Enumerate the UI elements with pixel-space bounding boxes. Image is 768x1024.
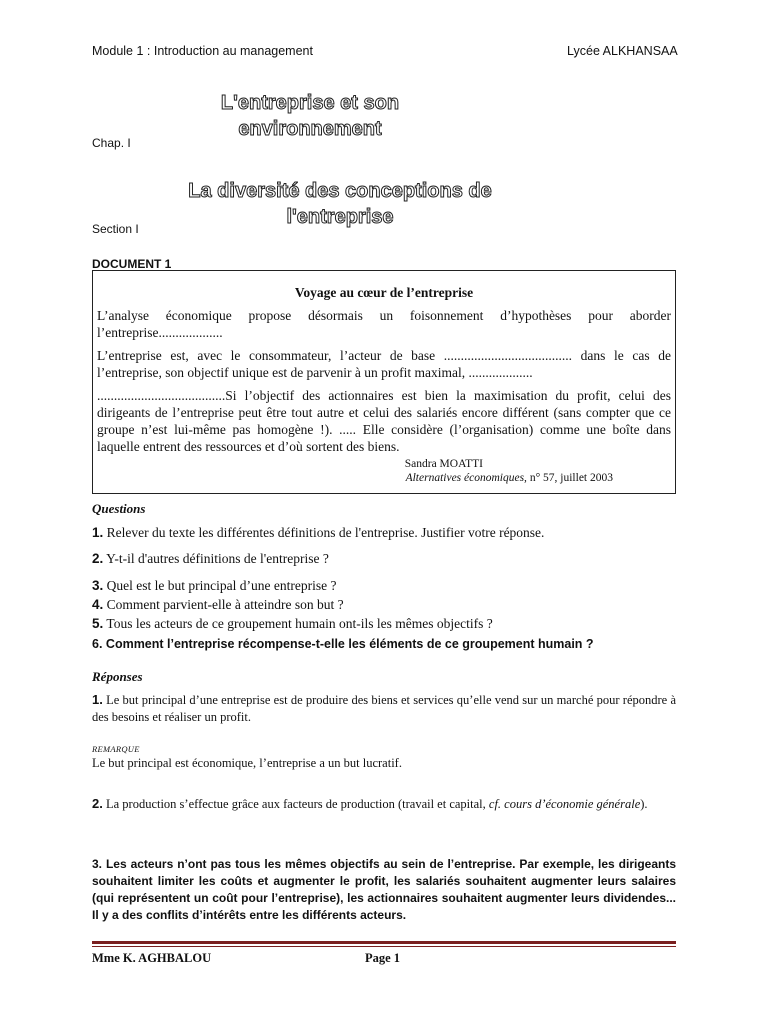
question-number: 1.	[92, 525, 104, 540]
question-text: Tous les acteurs de ce groupement humain ont-ils les mêmes objectifs ?	[103, 616, 493, 631]
questions-title: Questions	[92, 501, 146, 516]
chapter-title-line1: L'entreprise et son	[220, 92, 400, 114]
document-author: Sandra MOATTI	[404, 458, 483, 470]
answer-text-end: ).	[640, 797, 648, 811]
answer-text: La production s’effectue grâce aux facteurs de production (travail et capital,	[102, 797, 489, 811]
document-source-issue: n° 57, juillet 2003	[526, 472, 613, 484]
answer-reference: cf. cours d’économie générale	[488, 797, 641, 811]
question-text: Y-t-il d'autres définitions de l'entreprise ?	[103, 551, 329, 566]
document-paragraph: ......................................Si l’objectif des actionnaires est bien la maximisation du profit, celui des dirigeants de l’entreprise peut être tout autre et celui des salariés encore différent (sans compter que ce groupe n’est lui-même pas homogène !). ..... Elle considère (l’organisation) comme une boîte dans laquelle entrent des ressources et d’où sortent des biens.	[97, 388, 671, 454]
question-text: Relever du texte les différentes définitions de l'entreprise. Justifier votre réponse.	[103, 525, 545, 540]
question-item	[92, 525, 544, 541]
answer-number: 1.	[92, 692, 103, 707]
header-module: Module 1 : Introduction au management	[92, 44, 313, 58]
question-item	[92, 551, 329, 567]
section-title-line1: La diversité des conceptions de	[188, 180, 492, 202]
chapter-title	[150, 90, 470, 142]
question-text: Comment parvient-elle à atteindre son but ?	[103, 597, 344, 612]
remark-text: Le but principal est économique, l’entreprise a un but lucratif.	[92, 756, 402, 770]
answer-3: 3. Les acteurs n’ont pas tous les mêmes objectifs au sein de l’entreprise. Par exemple, les dirigeants souhaitent limiter les coûts et augmenter le profit, les salariés souhaitent augmenter leurs salaires (qui représentent un coût pour l’entreprise), les actionnaires souhaitent augmenter leurs dividendes... Il y a des conflits d’intérêts entre les différents acteurs.	[92, 857, 676, 922]
remark-label: REMARQUE	[92, 744, 140, 754]
question-number: 2.	[92, 551, 104, 566]
answer-number: 2.	[92, 796, 103, 811]
question-text: Comment l’entreprise récompense-t-elle les éléments de ce groupement humain ?	[102, 637, 594, 651]
answers-title: Réponses	[92, 669, 143, 684]
document-paragraph: L’entreprise est, avec le consommateur, l’acteur de base ...................................... dans le cas de l’entreprise, son objectif unique est de parvenir à un profit maximal, ...................	[97, 348, 671, 380]
footer-author: Mme K. AGHBALOU	[92, 951, 212, 965]
question-item	[92, 597, 344, 613]
section-title	[140, 178, 540, 230]
question-item	[92, 616, 493, 632]
question-number: 5.	[92, 616, 104, 631]
question-text: Quel est le but principal d’une entreprise ?	[103, 578, 337, 593]
chapter-title-line2: environnement	[238, 118, 382, 140]
document-label: DOCUMENT 1	[92, 257, 172, 271]
document-source-journal: Alternatives économiques,	[405, 472, 527, 484]
question-item	[92, 578, 336, 594]
answer-2	[92, 795, 676, 813]
question-number: 6.	[92, 637, 103, 651]
chapter-label: Chap. I	[92, 136, 131, 150]
footer-divider-thin	[92, 946, 676, 947]
document-title: Voyage au cœur de l’entreprise	[294, 285, 474, 300]
section-title-line2: l'entreprise	[286, 206, 394, 228]
question-number: 3.	[92, 578, 104, 593]
header-school: Lycée ALKHANSAA	[567, 44, 678, 58]
document-source	[97, 471, 671, 485]
section-label: Section I	[92, 222, 139, 236]
answer-text: Le but principal d’une entreprise est de produire des biens et services qu’elle vend sur un marché pour répondre à des besoins et réaliser un profit.	[92, 693, 676, 724]
document-box	[92, 270, 676, 494]
answer-1	[92, 691, 676, 726]
footer-page-number: Page 1	[365, 951, 401, 965]
question-item	[92, 637, 594, 651]
footer-divider	[92, 941, 676, 944]
document-paragraph: L’analyse économique propose désormais un foisonnement d’hypothèses pour aborder l’entreprise...................	[97, 308, 671, 340]
question-number: 4.	[92, 597, 104, 612]
